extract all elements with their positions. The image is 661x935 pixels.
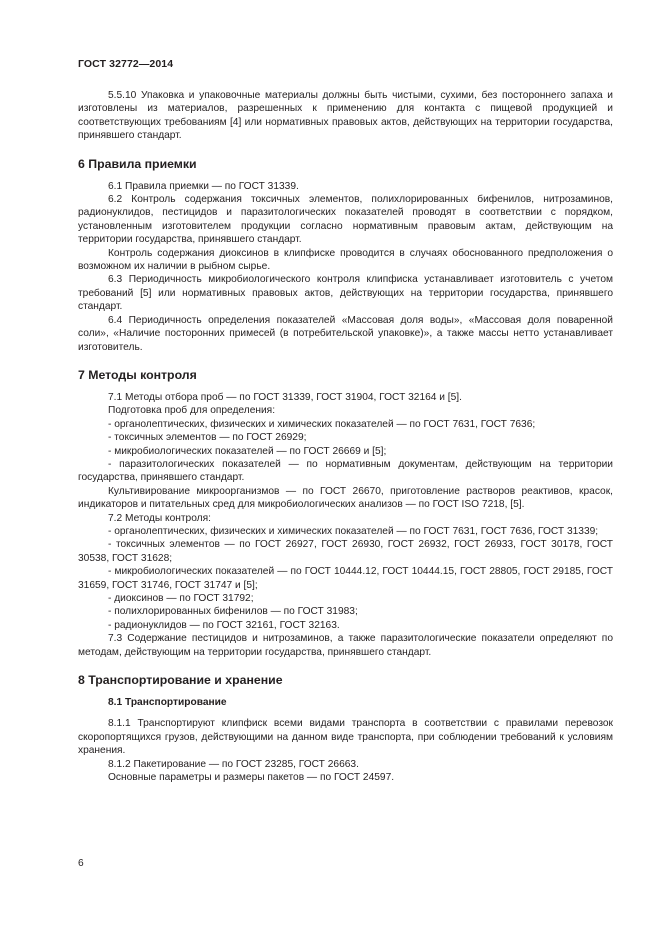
- cultivation-paragraph: Культивирование микроорганизмов — по ГОСТ 26670, приготовление растворов реактивов, красок, индикаторов и питательных сред для микробиологических анализов — по ГОСТ ISO 7218, [5].: [78, 485, 613, 511]
- pallet-parameters: Основные параметры и размеры пакетов — по ГОСТ 24597.: [108, 772, 395, 784]
- list-item: - диоксинов — по ГОСТ 31792;: [108, 593, 254, 604]
- list-item: - органолептических, физических и химических показателей — по ГОСТ 7631, ГОСТ 7636;: [108, 418, 536, 430]
- list-item: - микробиологических показателей — по ГОСТ 26669 и [5];: [108, 445, 387, 457]
- clause-6-1: 6.1 Правила приемки — по ГОСТ 31339.: [108, 180, 299, 192]
- subsection-8-1-heading: 8.1 Транспортирование: [108, 697, 227, 709]
- running-header: ГОСТ 32772—2014: [78, 58, 174, 70]
- page-body: [78, 89, 613, 784]
- clause-6-3: 6.3 Периодичность микробиологического контроля клипфиска устанавливает изготовитель с учетом требований [5] или нормативных правовых актов, действующих на территории государства, принявшего стандарт.: [78, 274, 613, 313]
- clause-6-4: 6.4 Периодичность определения показателей «Массовая доля воды», «Массовая доля поваренной соли», «Наличие посторонних примесей (в потребительской упаковке)», а также массы нетто устанавливает изготовитель.: [78, 314, 613, 353]
- list-item: - полихлорированных бифенилов — по ГОСТ 31983;: [108, 606, 358, 618]
- clause-7-1: 7.1 Методы отбора проб — по ГОСТ 31339, ГОСТ 31904, ГОСТ 32164 и [5].: [108, 391, 462, 403]
- clause-6-2: 6.2 Контроль содержания токсичных элементов, полихлорированных бифенилов, нитрозаминов, радионуклидов, пестицидов и паразитологических показателей проводят в соответствии с порядком, установленным изготовителем продукции согласно нормативным правовым актам, действующим на территории государства, принявшего стандарт.: [78, 194, 613, 246]
- sample-prep-intro: Подготовка проб для определения:: [108, 405, 276, 417]
- clause-7-2: 7.2 Методы контроля:: [108, 512, 211, 524]
- list-item: - органолептических, физических и химических показателей — по ГОСТ 7631, ГОСТ 7636, ГОСТ 31339;: [108, 525, 599, 537]
- section-7-heading: 7 Методы контроля: [78, 367, 197, 382]
- list-item: - радионуклидов — по ГОСТ 32161, ГОСТ 32163.: [108, 619, 340, 631]
- list-item: - паразитологических показателей — по нормативным документам, действующим на территории государства, принявшего стандарт.: [78, 458, 613, 484]
- page-number: 6: [78, 858, 84, 869]
- clause-7-3: 7.3 Содержание пестицидов и нитрозаминов, а также паразитологические показатели определяют по методам, действующим на территории государства, принявшего стандарт.: [78, 633, 613, 658]
- list-item: - микробиологических показателей — по ГОСТ 10444.12, ГОСТ 10444.15, ГОСТ 28805, ГОСТ 29185, ГОСТ 31659, ГОСТ 31746, ГОСТ 31747 и [5];: [78, 566, 613, 591]
- section-8-heading: 8 Транспортирование и хранение: [78, 673, 283, 688]
- list-item: - токсичных элементов — по ГОСТ 26927, ГОСТ 26930, ГОСТ 26932, ГОСТ 26933, ГОСТ 30178, ГОСТ 30538, ГОСТ 31628;: [78, 539, 613, 564]
- clause-8-1-1: 8.1.1 Транспортируют клипфиск всеми видами транспорта в соответствии с правилами перевозок скоропортящихся грузов, действующими на данном виде транспорта, при соблюдении требований к условиям хранения.: [78, 718, 613, 757]
- clause-8-1-2: 8.1.2 Пакетирование — по ГОСТ 23285, ГОСТ 26663.: [108, 758, 359, 770]
- section-6-heading: 6 Правила приемки: [78, 156, 197, 171]
- clause-6-2-dioxins: Контроль содержания диоксинов в клипфиске проводится в случаях обоснованного предположения о возможном их наличии в рыбном сырье.: [78, 247, 613, 273]
- clause-5-5-10: 5.5.10 Упаковка и упаковочные материалы должны быть чистыми, сухими, без постороннего запаха и изготовлены из материалов, разрешенных к применению для контакта с пищевой продукцией и соответствующих требованиям [4] или нормативных правовых актов, действующих на территории государства, принявшего стандарт.: [78, 90, 613, 142]
- list-item: - токсичных элементов — по ГОСТ 26929;: [108, 432, 307, 444]
